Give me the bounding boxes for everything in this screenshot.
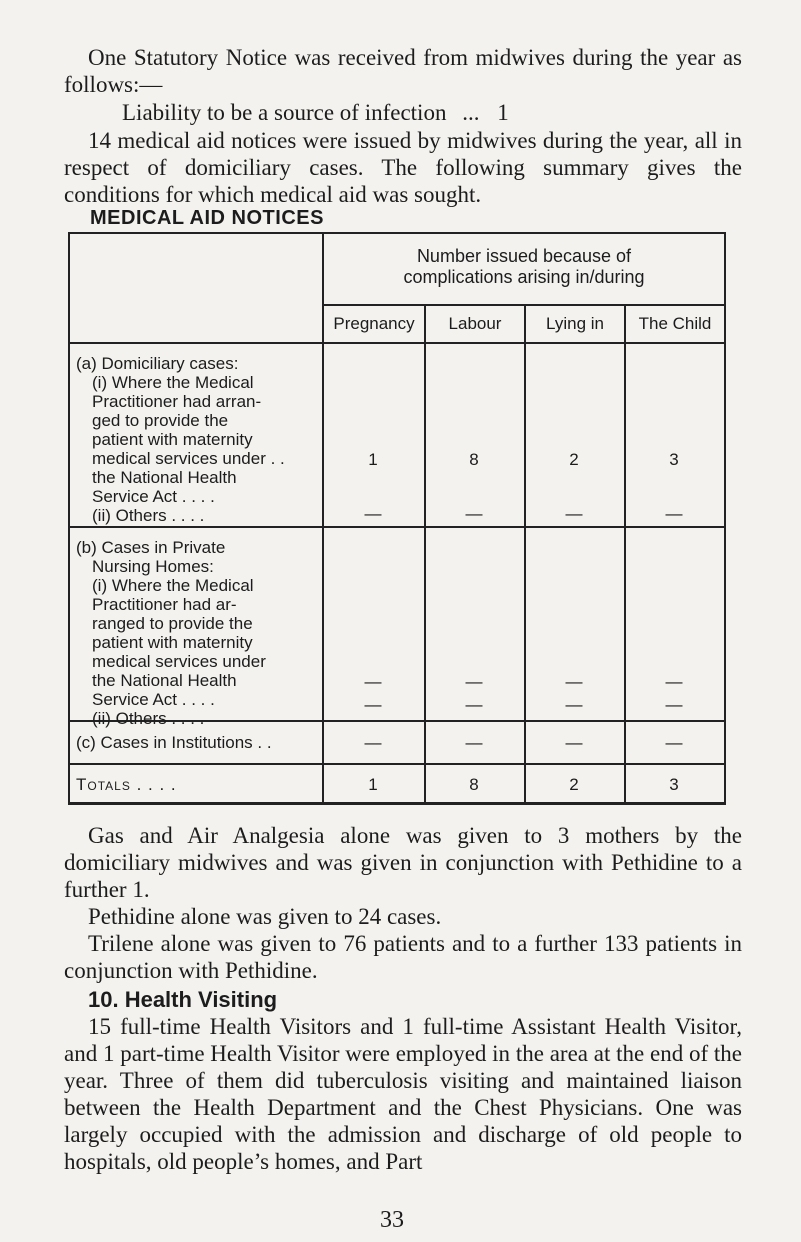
row-a-i-line-6: Service Act . . . . [92, 487, 215, 506]
row-b-title-line-0: (b) Cases in Private [76, 538, 226, 557]
totals-pregnancy: 1 [368, 775, 378, 794]
notice-line [122, 99, 509, 126]
row-b-i-pregnancy: — [364, 672, 382, 691]
notice-text: Liability to be a source of infection [122, 100, 447, 125]
col-header-labour: Labour [448, 314, 502, 333]
group-header [324, 246, 724, 288]
row-a-ii-lying-in: — [565, 504, 583, 523]
row-b-i-the-child: — [665, 672, 683, 691]
trilene-paragraph: Trilene alone was given to 76 patients and to a further 133 patients in conjunction with Pethidine. [64, 931, 742, 983]
row-a-ii-labour: — [465, 504, 483, 523]
health-visiting-paragraph: 15 full-time Health Visitors and 1 full-time Assistant Health Visitor, and 1 part-time Health Visitor were employed in the area at the end of the year. Three of them did tuberculosis visiting and maintained liaison between the Health Department and the Chest Physicians. One was largely occupied with the admission and discharge of old people to hospitals, old people’s homes, and Part [64, 1014, 742, 1174]
row-a-i-line-0: (i) Where the Medical [92, 373, 254, 392]
row-c-the-child: — [665, 733, 683, 752]
row-a-i-pregnancy: 1 [368, 450, 378, 469]
row-b-i-line-1: Practitioner had ar- [92, 595, 237, 614]
row-c-pregnancy: — [364, 733, 382, 752]
row-a-i-lying-in: 2 [569, 450, 579, 469]
row-a-ii-label: (ii) Others . . . . [92, 506, 205, 525]
col-header-pregnancy: Pregnancy [333, 314, 415, 333]
row-a-i-line-5: the National Health [92, 468, 237, 487]
table-title: MEDICAL AID NOTICES [90, 207, 324, 229]
row-b-i-line-2: ranged to provide the [92, 614, 253, 633]
row-b-ii-lying-in: — [565, 695, 583, 714]
col-header-lying-in: Lying in [546, 314, 604, 333]
row-a-ii-pregnancy: — [364, 504, 382, 523]
row-a-i-labour: 8 [469, 450, 479, 469]
page-number: 33 [380, 1207, 404, 1233]
row-c-label: (c) Cases in Institutions . . [76, 733, 272, 752]
totals-the-child: 3 [669, 775, 679, 794]
medical-aid-paragraph: 14 medical aid notices were issued by midwives during the year, all in respect of domiciliary cases. The following summary gives the conditions for which medical aid was sought. [64, 128, 742, 207]
row-b-i-lying-in: — [565, 672, 583, 691]
totals-label: Totals . . . . [76, 775, 177, 794]
row-b-i-line-0: (i) Where the Medical [92, 576, 254, 595]
row-b-ii-labour: — [465, 695, 483, 714]
group-header-line-2: complications arising in/during [403, 267, 645, 287]
col-header-the-child: The Child [638, 314, 712, 333]
row-b-label [76, 538, 324, 728]
group-header-line-1: Number issued because of [416, 246, 632, 266]
row-b-ii-the-child: — [665, 695, 683, 714]
notice-count: 1 [497, 100, 509, 125]
medical-aid-table [68, 232, 724, 804]
row-a-i-the-child: 3 [669, 450, 679, 469]
analgesia-paragraph: Gas and Air Analgesia alone was given to 3 mothers by the domiciliary midwives and was given in conjunction with Pethidine to a further 1. [64, 823, 742, 902]
pethidine-paragraph: Pethidine alone was given to 24 cases. [88, 904, 442, 929]
notice-dots: ... [462, 100, 480, 125]
row-b-i-line-3: patient with maternity [92, 633, 253, 652]
row-a-ii-the-child: — [665, 504, 683, 523]
row-a-i-line-3: patient with maternity [92, 430, 253, 449]
row-b-i-line-6: Service Act . . . . [92, 690, 215, 709]
totals-lying-in: 2 [569, 775, 579, 794]
row-a-i-line-2: ged to provide the [92, 411, 229, 430]
row-b-ii-pregnancy: — [364, 695, 382, 714]
row-a-title: (a) Domiciliary cases: [76, 354, 239, 373]
totals-labour: 8 [469, 775, 479, 794]
row-b-i-labour: — [465, 672, 483, 691]
row-c-labour: — [465, 733, 483, 752]
row-c-lying-in: — [565, 733, 583, 752]
row-b-i-line-4: medical services under [92, 652, 266, 671]
section-heading: 10. Health Visiting [88, 987, 278, 1012]
row-a-i-line-4: medical services under . . [92, 449, 285, 468]
intro-paragraph: One Statutory Notice was received from midwives during the year as follows:— [64, 45, 742, 97]
row-a-i-line-1: Practitioner had arran- [92, 392, 262, 411]
row-b-ii-label: (ii) Others . . . . [92, 709, 205, 728]
row-b-i-line-5: the National Health [92, 671, 237, 690]
row-a-label [76, 354, 324, 525]
row-b-title-line-1: Nursing Homes: [92, 557, 214, 576]
